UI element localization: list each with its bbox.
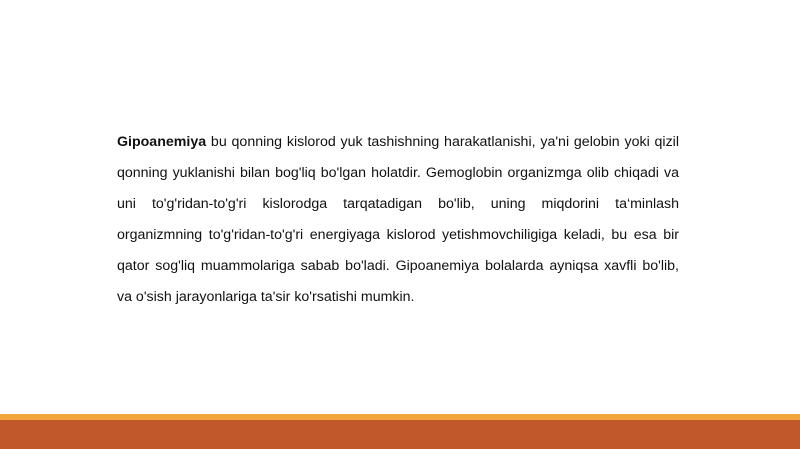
body-paragraph xyxy=(117,127,679,313)
term-bold: Gipoanemiya xyxy=(117,134,207,150)
body-text: bu qonning kislorod yuk tashishning harakatlanishi, ya'ni gelobin yoki qizil qonning yuklanishi bilan bog'liq bo'lgan holatdir. Gemoglobin organizmga olib chiqadi va uni to'g'ridan-to'g'ri kislorodga tarqatadigan bo'lib, uning miqdorini ta‘minlash organizmning to'g'ridan-to'g'ri energiyaga kislorod yetishmovchiligiga keladi, bu esa bir qator sog'liq muammolariga sabab bo'ladi. Gipoanemiya bolalarda ayniqsa xavfli bo'lib, va o'sish jarayonlariga ta'sir ko'rsatishi mumkin. xyxy=(117,134,679,305)
footer-bar xyxy=(0,420,800,449)
